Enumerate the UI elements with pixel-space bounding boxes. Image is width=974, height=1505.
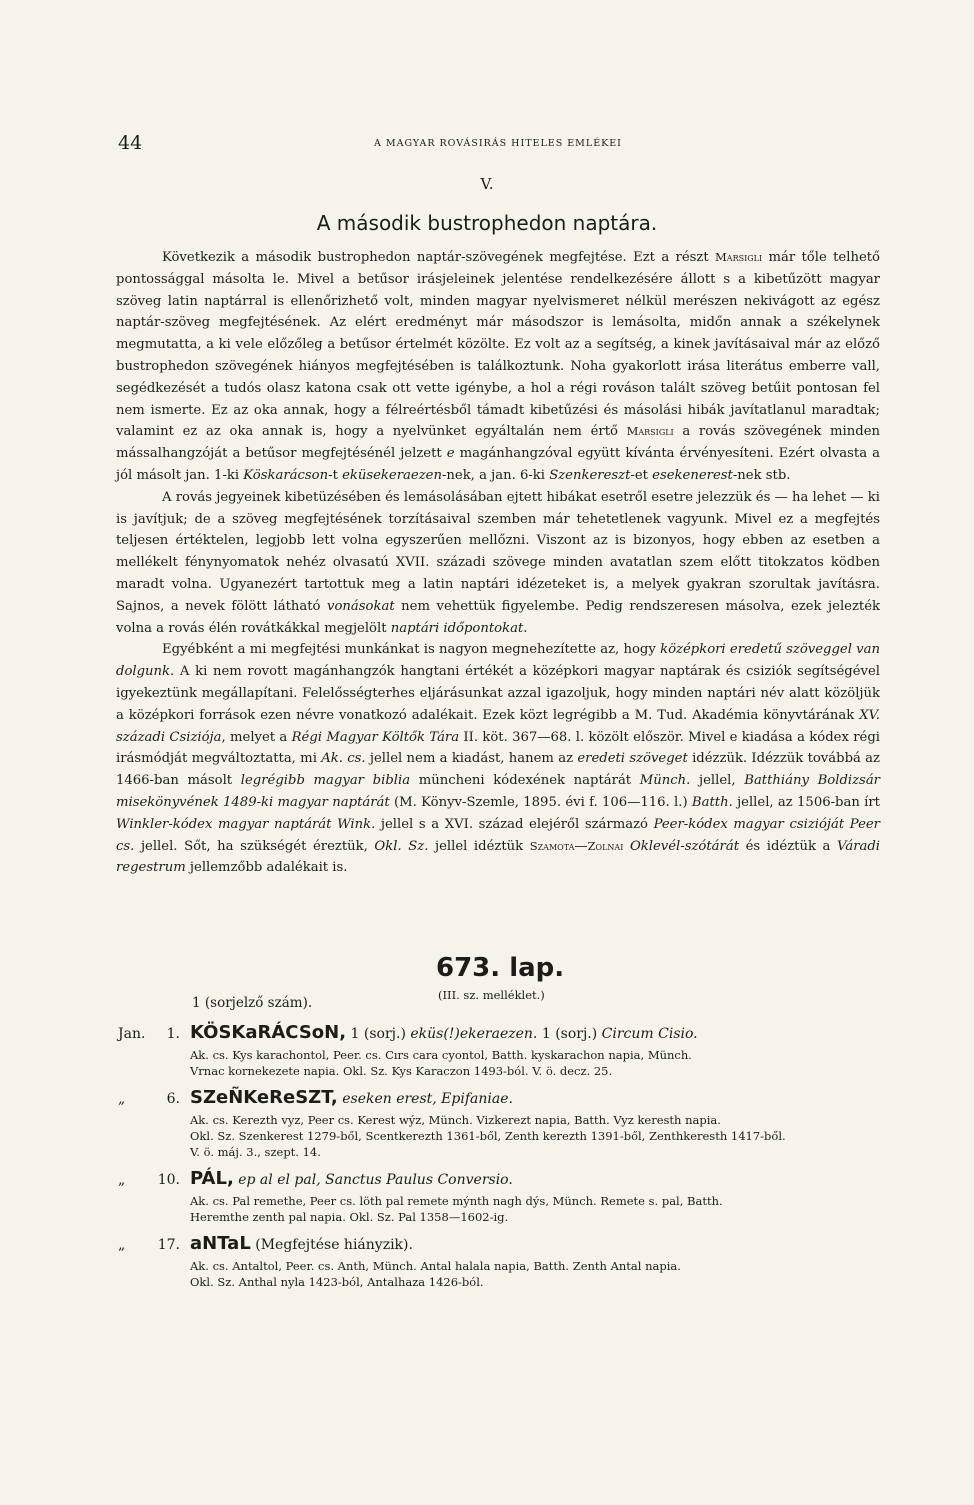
italic-text: Oklevél-szótárát [629,838,740,854]
page-header [118,132,878,156]
text-run: jellel. Sőt, ha szükségét éreztük, [134,838,375,854]
paragraph-3 [116,639,880,879]
paragraph-1 [116,247,880,487]
text-run: . [523,620,528,636]
headword-text: SZeÑKeReSZT, [190,1087,338,1108]
entry-source: Ak. cs. Kys karachontol, Peer. cs. Cırs cara cyontol, Batth. kyskarachon napia, Münch. [190,1048,692,1062]
italic-text: XV. századi Csiziója [116,707,880,745]
entry-month: „ [118,1091,126,1107]
entry-day: 6. [166,1091,180,1107]
entry-source: Ak. cs. Pal remethe, Peer cs. löth pal remete mýnth nagh dýs, Münch. Remete s. pal, Batth. [190,1194,723,1208]
italic-text: vonásokat [327,598,395,614]
text-run: jellel idéztük [428,838,530,854]
text-run [623,839,630,854]
italic-text: Wink. [337,816,376,832]
text-run: jellel, az 1506-ban írt [732,794,880,810]
entry-headword [190,1168,513,1189]
italic-text: eküsekeraezen [342,467,442,483]
text-run: idézzük. Idézzük továbbá az 1466-ban másolt [116,751,880,789]
line-marker-note: 1 (sorjelző szám). [192,995,313,1011]
text-run: (M. Könyv-Szemle, 1895. évi f. 106—116. l.) [389,794,692,810]
text-run: jellemzőbb adalékait is. [185,860,348,876]
text-run: a rovás szövegének minden mássalhangzóját a betűsor megfejtésénél jelzett [116,424,880,462]
entry-source: Okl. Sz. Anthal nyla 1423-ból, Antalhaza 1426-ból. [190,1275,484,1289]
italic-text: Okl. Sz. [374,838,429,854]
entry-text: 1 (sorj.) [346,1026,411,1042]
entry-latin: Circum Cisio. [601,1026,698,1042]
entry-headword [190,1087,513,1108]
italic-text: legrégibb magyar biblia [240,773,411,789]
text-run: és idéztük a [739,838,838,854]
entry-source: Okl. Sz. Szenkerest 1279-ből, Scentkerezth 1361-ből, Zenth kerezth 1391-ből, Zenthkeresth 1417-ből. [190,1129,786,1143]
italic-text: Batth. [691,794,733,810]
chapter-number: V. [480,175,494,193]
italic-text: középkori eredetű szöveggel van dolgunk [116,642,880,680]
text-run: nem vehettük figyelembe. Pedig rendszeresen másolva, ezek jelezték volna a rovás élén rovátkákkal megjelölt [116,598,881,636]
calendar-entry [118,1087,882,1160]
author-name: Marsigli [715,250,763,264]
text-run: müncheni kódexének naptárát [410,773,640,789]
entry-day: 1. [166,1026,180,1042]
entry-headword [190,1233,413,1254]
entry-reading: eküs(!)ekeraezen. [410,1026,538,1042]
entry-source: Ak. cs. Antaltol, Peer. cs. Anth, Münch. Antal halala napia, Batth. Zenth Antal napia. [190,1259,681,1273]
text-run: jellel s a XVI. század elejéről származó [375,816,654,832]
entry-source: Ak. cs. Kerezth vyz, Peer cs. Kerest wýz, Münch. Vizkerezt napia, Batth. Vyz keresth napia. [190,1113,721,1127]
author-name: Zolnai [587,838,624,853]
entry-reading: eseken erest, Epifaniae. [342,1091,513,1107]
text-run: -et [630,467,653,483]
running-title: A MAGYAR ROVÁSIRÁS HITELES EMLÉKEI [374,138,622,149]
text-run: magánhangzóval együtt kívánta érvényesíteni. Ezért olvasta a jól másolt jan. 1-ki [116,446,881,483]
headword-text: aNTaL [190,1233,251,1254]
entry-day: 10. [157,1172,180,1188]
entry-month: „ [118,1237,126,1253]
calendar-entries [118,1022,882,1298]
italic-text: Ak. cs. [321,751,366,767]
italic-text: e [446,446,455,462]
text-run: jellel, [690,773,745,789]
italic-text: Váradi regestrum [116,838,881,876]
calendar-entry [118,1168,882,1225]
italic-text: Szenkereszt [549,467,631,483]
entry-source: Vrnac kornekezete napia. Okl. Sz. Kys Karaczon 1493-ból. V. ö. decz. 25. [190,1064,613,1078]
text-run: -nek stb. [732,467,791,483]
text-run: jellel nem a kiadást, hanem az [365,751,578,767]
page-number: 44 [118,132,143,154]
text-run: Következik a második bustrophedon naptár-szövegének megfejtése. Ezt a részt [162,250,716,265]
author-name: Szamota [529,838,575,853]
calendar-entry [118,1022,882,1079]
text-run: -t [328,467,343,483]
entry-source: Heremthe zenth pal napia. Okl. Sz. Pal 1358—1602-ig. [190,1210,509,1224]
plate-subtitle: (III. sz. melléklet.) [438,988,545,1002]
text-run: II. köt. 367—68. l. közölt először. Mivel e kiadása a kódex régi irásmódját megváltoztatta, mi [116,729,881,767]
author-name: Marsigli [626,424,674,439]
entry-headword [190,1022,698,1043]
entry-day: 17. [157,1237,180,1253]
text-run: Egyébként a mi megfejtési munkánkat is nagyon megnehezítette az, hogy [162,642,661,658]
italic-text: Winkler-kódex magyar naptárát [116,816,332,832]
italic-text: Batthiány Boldizsár misekönyvének 1489-ki magyar naptárát [116,773,880,810]
entry-line [118,1022,882,1047]
text-run: A rovás jegyeinek kibetüzésében és lemásolásában ejtett hibákat esetről esetre jelezzük és — ha lehet — ki is javítjuk; de a szöveg megfejtésének torzításaival szemben már tehetetlenek vagyunk. Mivel ez a megfejtés teljesen értéktelen, legjobb lett volna egyszerűen mellőzni. Viszont az is bizonyos, hogy ebben az esetben a mellékelt fénynyomatok nehéz olvasatú XVII. századi szövege minden avatatlan szem előtt titokzatos ködben maradt volna. Ugyanezért tartottuk meg a latin naptári idézeteket is, a melyek gyakran szorultak javításra. Sajnos, a nevek fölött látható [116,489,880,614]
body-text [116,247,880,879]
entry-month: „ [118,1172,126,1188]
headword-text: PÁL, [190,1168,234,1189]
italic-text: Köskarácson [243,467,329,483]
italic-text: esekenerest [652,467,733,483]
entry-source: V. ö. máj. 3., szept. 14. [190,1145,321,1159]
headword-text: KÖSKaRÁCSoN, [190,1022,347,1043]
entry-line [118,1233,882,1258]
entry-line [118,1168,882,1193]
italic-text: eredeti szöveget [577,751,688,767]
text-run: — [574,838,588,854]
entry-reading: ep al el pal, Sanctus Paulus Conversio. [238,1172,513,1188]
italic-text: Régi Magyar Költők Tára [291,729,460,745]
italic-text: Peer-kódex magyar csizióját [653,816,845,832]
paragraph-2 [116,487,880,640]
text-run: -nek, a jan. 6-ki [441,467,550,483]
text-run: már tőle telhető pontossággal másolta le. Mivel a betűsor irásjeleinek jelentése rendelkezésére állott s a kibetűzött magyar szöveg latin naptárral is ellenőrizhető volt, minden magyar nyelvismeret nélkül merészen nekivágott az egész naptár-szöveg megfejtésének. Az elért eredményt már másodszor is lemásolta, midőn annak a székelynek megmutatta, a ki vele előzőleg a betűsor értelmét közölte. Ez volt az a segítség, a kinek javításaival már az előző bustrophedon szövegének hiányos megfejtésében is találkoztunk. Noha gyakorlott irása literátus emberre vall, segédkezését a tudós olasz katona csak ott vette igénybe, a hol a régi rováson talált szöveg betűit pontosan fel nem ismerte. Ez az oka annak, hogy a félreértésből támadt kibetűzési és másolási hibák javítatlanul maradtak; valamint ez az oka annak is, hogy a nyelvünket egyáltalán nem értő [116,250,880,440]
entry-line [118,1087,882,1112]
plate-title: 673. lap. [436,953,565,983]
section-title: A második bustrophedon naptára. [316,211,658,235]
italic-text: Peer cs. [116,816,880,854]
text-run: . A ki nem rovott magánhangzók hangtani értékét a középkori magyar naptárak és csiziók segítségével igyekeztünk megállapítani. Felelősségterhes eljárásunkat azzal igazoljuk, hogy minden naptári név alatt közöljük a középkori források ezen névre vonatkozó adalékait. Ezek közt legrégibb a M. Tud. Akadémia könyvtárának [116,664,880,723]
italic-text: naptári időpontokat [390,620,524,636]
entry-text: 1 (sorj.) [537,1026,602,1042]
entry-text: (Megfejtése hiányzik). [250,1237,413,1253]
italic-text: Münch. [639,773,691,789]
entry-month: Jan. [118,1026,146,1042]
calendar-entry [118,1233,882,1290]
text-run: , melyet a [221,729,292,745]
